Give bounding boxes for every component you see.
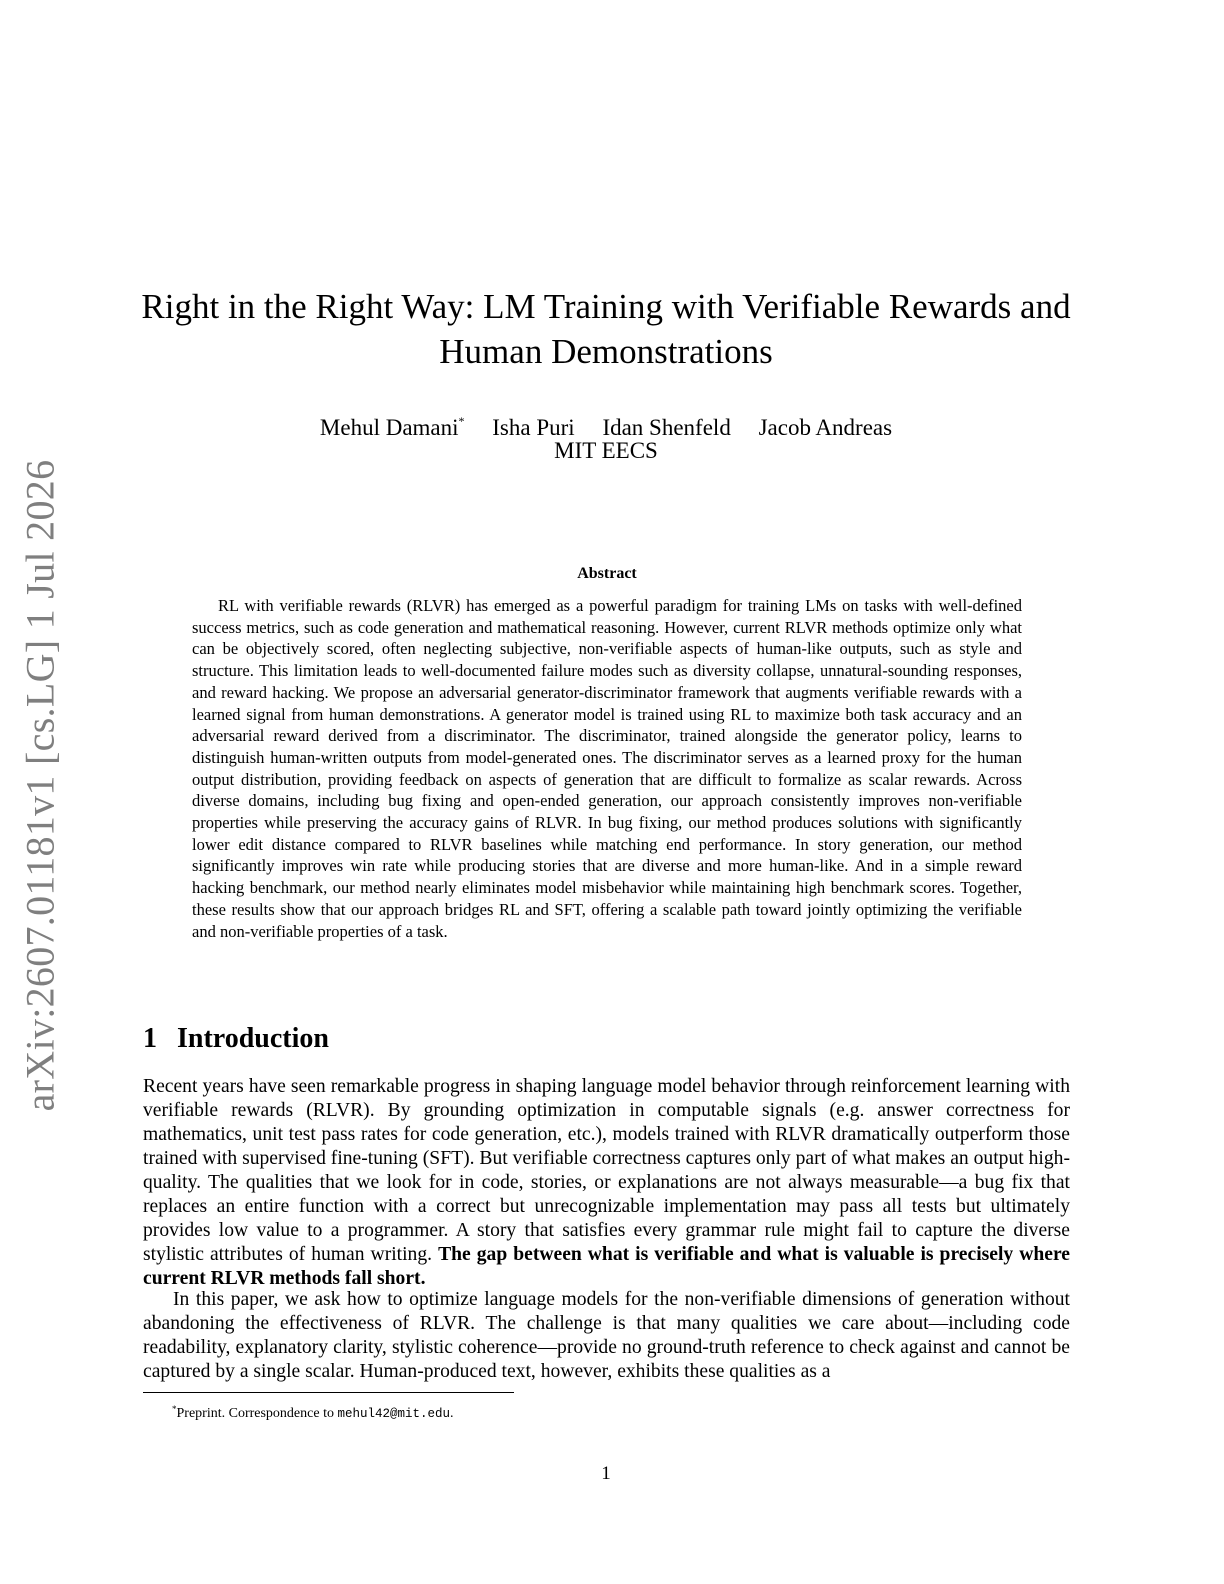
author-name: Jacob Andreas	[758, 415, 893, 440]
affiliation: MIT EECS	[554, 438, 658, 463]
footnote-mark: *	[172, 1404, 177, 1414]
footnote-email[interactable]: mehul42@mit.edu	[337, 1407, 450, 1421]
intro-paragraph-text: Recent years have seen remarkable progress in shaping language model behavior through reinforcement learning with verifiable rewards (RLVR). By grounding optimization in computable signals (e.g. answer correctness for mathematics, unit test pass rates for code generation, etc.), models trained with RLVR dramatically outperform those trained with supervised fine-tuning (SFT). But verifiable correctness captures only part of what makes an output high-quality. The qualities that we look for in code, stories, or explanations are not always measurable—a bug fix that replaces an entire function with a correct but unrecognizable implementation may pass all tests but ultimately provides low value to a programmer. A story that satisfies every grammar rule might fail to capture the diverse stylistic attributes of human writing.	[143, 1076, 1070, 1265]
author-footnote-mark: *	[458, 414, 465, 428]
arxiv-stamp-text: arXiv:2607.01181v1 [cs.LG] 1 Jul 2026	[17, 459, 63, 1111]
author-name: Mehul Damani	[319, 415, 459, 440]
paper-title: Right in the Right Way: LM Training with Verifiable Rewards and Human Demonstrations	[141, 287, 1071, 371]
footnote-end: .	[450, 1406, 454, 1421]
abstract-heading: Abstract	[577, 565, 637, 582]
author-name: Isha Puri	[492, 415, 575, 440]
author-name: Idan Shenfeld	[602, 415, 731, 440]
arxiv-identifier-stamp	[8, 455, 72, 1115]
intro-paragraph: In this paper, we ask how to optimize language models for the non-verifiable dimensions of generation without abandoning the effectiveness of RLVR. The challenge is that many qualities we care about—including code readability, explanatory clarity, stylistic coherence—provide no ground-truth reference to check against and cannot be captured by a single scalar. Human-produced text, however, exhibits these qualities as a	[143, 1289, 1070, 1382]
page-number: 1	[601, 1463, 611, 1484]
section-title: Introduction	[177, 1023, 329, 1054]
intro-paragraph	[143, 1075, 1070, 1291]
footnote	[172, 1400, 454, 1423]
section-heading	[143, 1022, 329, 1056]
footnote-rule	[143, 1392, 514, 1393]
section-number: 1	[143, 1023, 157, 1054]
abstract-text: RL with verifiable rewards (RLVR) has emerged as a powerful paradigm for training LMs on tasks with well-defined success metrics, such as code generation and mathematical reasoning. However, current RLVR methods optimize only what can be objectively scored, often neglecting subjective, non-verifiable aspects of human-like outputs, such as style and structure. This limitation leads to well-documented failure modes such as diversity collapse, unnatural-sounding responses, and reward hacking. We propose an adversarial generator-discriminator framework that augments verifiable rewards with a learned signal from human demonstrations. A generator model is trained using RL to maximize both task accuracy and an adversarial reward derived from a discriminator. The discriminator, trained alongside the generator policy, learns to distinguish human-written outputs from model-generated ones. The discriminator serves as a learned proxy for the human output distribution, providing feedback on aspects of generation that are difficult to formalize as scalar rewards. Across diverse domains, including bug fixing and open-ended generation, our approach consistently improves non-verifiable properties while preserving the accuracy gains of RLVR. In bug fixing, our method produces solutions with significantly lower edit distance compared to RLVR baselines while matching end performance. In story generation, our method significantly improves win rate while producing stories that are diverse and more human-like. And in a simple reward hacking benchmark, our method nearly eliminates model misbehavior while maintaining high benchmark scores. Together, these results show that our approach bridges RL and SFT, offering a scalable path toward jointly optimizing the verifiable and non-verifiable properties of a task.	[192, 596, 1022, 941]
footnote-text: Preprint. Correspondence to	[176, 1406, 338, 1421]
intro-emphasis: The gap between what is verifiable and what is valuable is precisely where current RLVR methods fall short.	[143, 1244, 1070, 1289]
